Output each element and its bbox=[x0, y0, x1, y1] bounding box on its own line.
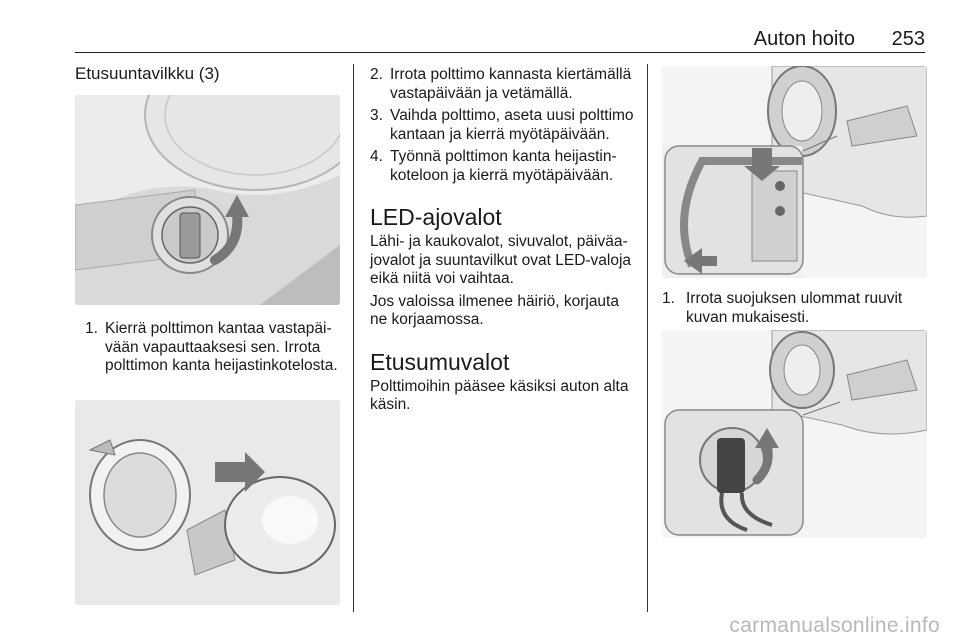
steps-list-col3 bbox=[662, 290, 927, 327]
figure-fog-light-socket bbox=[662, 330, 927, 538]
step-item: 4. Työnnä polttimon kanta heijastinkoteloon ja kierrä myötäpäivään. bbox=[370, 148, 617, 184]
figure-indicator-bulb-socket bbox=[75, 95, 340, 305]
fog-socket-illustration bbox=[662, 330, 927, 538]
column-1-steps bbox=[85, 320, 340, 380]
step-item: 3. Vaihda polttimo, aseta uusi polttimo kantaan ja kierrä myötäpäivään. bbox=[370, 107, 634, 143]
page-header bbox=[75, 26, 925, 53]
fog-paragraph-1: Polttimoihin pääsee käsiksi auton alta käsin. bbox=[370, 377, 629, 413]
section-heading-front-indicator: Etusuuntavilkku (3) bbox=[75, 64, 220, 83]
led-paragraph-2: Jos valoissa ilmenee häiriö, korjauta ne korjaamossa. bbox=[370, 292, 619, 328]
header-title: Auton hoito bbox=[753, 28, 855, 50]
page-number: 253 bbox=[891, 28, 925, 50]
section-heading-led: LED-ajovalot bbox=[370, 204, 502, 230]
column-1 bbox=[75, 64, 340, 84]
car-front-illustration bbox=[662, 66, 927, 278]
step-item: 1. Irrota suojuksen ulommat ruuvit kuvan mukaisesti. bbox=[662, 290, 903, 326]
figure-bulb-removal bbox=[75, 400, 340, 605]
column-divider-1 bbox=[353, 64, 354, 612]
led-paragraph-1: Lähi- ja kaukovalot, sivuvalot, päiväajovalot ja suuntavilkut ovat LED-valoja eikä niitä voi vaihtaa. bbox=[370, 233, 632, 287]
watermark: carmanualsonline.info bbox=[729, 614, 940, 637]
figure-cover-screws bbox=[662, 66, 927, 278]
step-item: 2. Irrota polttimo kannasta kiertämällä vastapäivään ja vetämällä. bbox=[370, 66, 632, 102]
section-heading-fog: Etusumuvalot bbox=[370, 348, 510, 375]
column-3-steps bbox=[662, 290, 927, 331]
step-item: 1. Kierrä polttimon kantaa vastapäivään vapauttaaksesi sen. Irrota polttimon kanta heijastinkotelosta. bbox=[85, 320, 338, 374]
bulb-illustration bbox=[75, 400, 340, 605]
column-2 bbox=[370, 66, 638, 415]
steps-list-col2 bbox=[370, 66, 638, 185]
steps-list-col1 bbox=[85, 320, 340, 376]
column-divider-2 bbox=[647, 64, 648, 612]
socket-illustration bbox=[75, 95, 340, 305]
